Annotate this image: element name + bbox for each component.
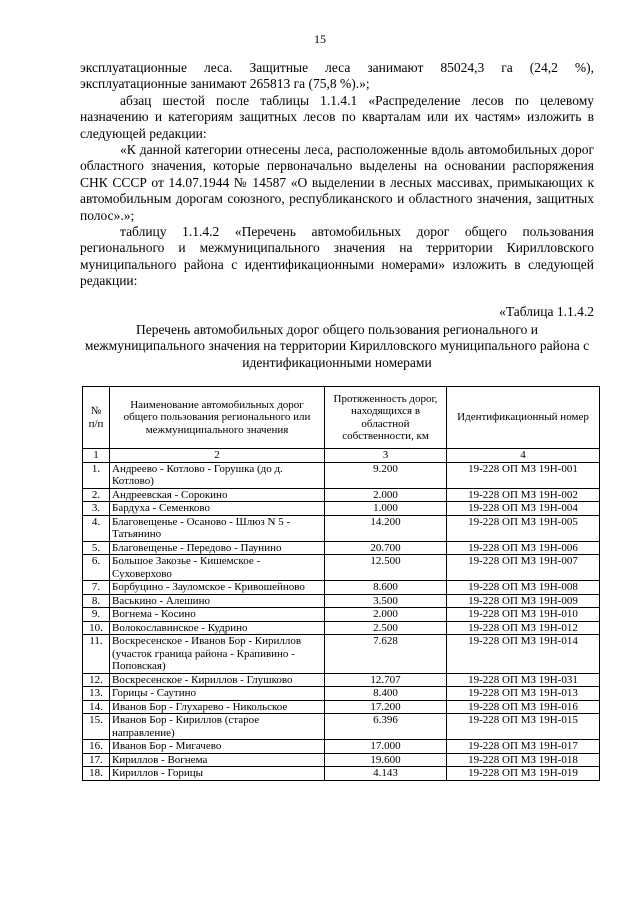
road-name: Кириллов - Горицы xyxy=(110,767,325,781)
road-id: 19-228 ОП МЗ 19Н-017 xyxy=(447,740,600,754)
road-length: 7.628 xyxy=(325,635,447,674)
table-row xyxy=(83,621,600,635)
paragraph: абзац шестой после таблицы 1.1.4.1 «Распределение лесов по целевому назначению и категориям защитных лесов по кварталам или их частям» изложить в следующей редакции: xyxy=(80,92,594,141)
road-name: Горицы - Саутино xyxy=(110,687,325,701)
road-id: 19-228 ОП МЗ 19Н-009 xyxy=(447,594,600,608)
paragraph: «К данной категории отнесены леса, расположенные вдоль автомобильных дорог областного значения, которые первоначально выделены на основании распоряжения СНК СССР от 14.07.1944 № 14587 «О выделении в лесных массивах, примыкающих к автомобильным дорогам союзного, республиканского и областного значения, защитных полос».»; xyxy=(80,142,594,223)
road-id: 19-228 ОП МЗ 19Н-008 xyxy=(447,581,600,595)
road-name: Воскресенское - Кириллов - Глушково xyxy=(110,673,325,687)
road-length: 12.500 xyxy=(325,555,447,581)
row-number: 12. xyxy=(83,673,110,687)
table-row xyxy=(83,608,600,622)
road-name: Иванов Бор - Мигачево xyxy=(110,740,325,754)
column-number: 3 xyxy=(325,449,447,463)
header-id: Идентификационный номер xyxy=(447,387,600,449)
row-number: 7. xyxy=(83,581,110,595)
road-name: Благовещенье - Передово - Паунино xyxy=(110,541,325,555)
row-number: 8. xyxy=(83,594,110,608)
road-id: 19-228 ОП МЗ 19Н-014 xyxy=(447,635,600,674)
road-length: 3.500 xyxy=(325,594,447,608)
road-name: Иванов Бор - Кириллов (старое направление) xyxy=(110,714,325,740)
column-number: 1 xyxy=(83,449,110,463)
row-number: 14. xyxy=(83,700,110,714)
road-length: 17.000 xyxy=(325,740,447,754)
road-name: Андреево - Котлово - Горушка (до д. Котлово) xyxy=(110,462,325,488)
table-row xyxy=(83,555,600,581)
road-name: Андреевская - Сорокино xyxy=(110,488,325,502)
road-length: 8.400 xyxy=(325,687,447,701)
road-length: 14.200 xyxy=(325,515,447,541)
row-number: 15. xyxy=(83,714,110,740)
table-row xyxy=(83,594,600,608)
road-name: Кириллов - Вогнема xyxy=(110,753,325,767)
header-length: Протяженность дорог, находящихся в областной собственности, км xyxy=(325,387,447,449)
road-id: 19-228 ОП МЗ 19Н-007 xyxy=(447,555,600,581)
road-length: 12.707 xyxy=(325,673,447,687)
table-label: «Таблица 1.1.4.2 xyxy=(499,304,594,319)
row-number: 18. xyxy=(83,767,110,781)
table-row xyxy=(83,635,600,674)
road-id: 19-228 ОП МЗ 19Н-002 xyxy=(447,488,600,502)
body-text xyxy=(80,60,594,290)
road-length: 9.200 xyxy=(325,462,447,488)
road-id: 19-228 ОП МЗ 19Н-019 xyxy=(447,767,600,781)
row-number: 9. xyxy=(83,608,110,622)
road-id: 19-228 ОП МЗ 19Н-013 xyxy=(447,687,600,701)
table-row xyxy=(83,700,600,714)
roads-table xyxy=(82,386,600,781)
road-name: Волокославинское - Кудрино xyxy=(110,621,325,635)
row-number: 2. xyxy=(83,488,110,502)
road-id: 19-228 ОП МЗ 19Н-016 xyxy=(447,700,600,714)
road-name: Вогнема - Косино xyxy=(110,608,325,622)
row-number: 5. xyxy=(83,541,110,555)
road-length: 1.000 xyxy=(325,502,447,516)
road-length: 17.200 xyxy=(325,700,447,714)
road-id: 19-228 ОП МЗ 19Н-018 xyxy=(447,753,600,767)
road-name: Васькино - Алешино xyxy=(110,594,325,608)
row-number: 16. xyxy=(83,740,110,754)
road-length: 2.000 xyxy=(325,608,447,622)
table-title: Перечень автомобильных дорог общего пользования регионального и межмуниципального значения на территории Кирилловского муниципального района с идентификационными номерами xyxy=(84,322,590,370)
table-row xyxy=(83,488,600,502)
row-number: 13. xyxy=(83,687,110,701)
road-length: 6.396 xyxy=(325,714,447,740)
table-row xyxy=(83,687,600,701)
column-number-row xyxy=(83,449,600,463)
road-name: Бардуха - Семенково xyxy=(110,502,325,516)
row-number: 17. xyxy=(83,753,110,767)
road-id: 19-228 ОП МЗ 19Н-010 xyxy=(447,608,600,622)
table-row xyxy=(83,581,600,595)
table-row xyxy=(83,753,600,767)
road-length: 19.600 xyxy=(325,753,447,767)
table-row xyxy=(83,673,600,687)
header-number: № п/п xyxy=(83,387,110,449)
road-name: Иванов Бор - Глухарево - Никольское xyxy=(110,700,325,714)
paragraph: таблицу 1.1.4.2 «Перечень автомобильных дорог общего пользования регионального и межмуниципального значения на территории Кирилловского муниципального района с идентификационными номерами» изложить в следующей редакции: xyxy=(80,224,594,289)
row-number: 6. xyxy=(83,555,110,581)
road-name: Воскресенское - Иванов Бор - Кириллов (участок граница района - Крапивино - Поповская) xyxy=(110,635,325,674)
page-number: 15 xyxy=(314,32,326,46)
table-caption xyxy=(80,322,594,371)
road-id: 19-228 ОП МЗ 19Н-015 xyxy=(447,714,600,740)
road-id: 19-228 ОП МЗ 19Н-004 xyxy=(447,502,600,516)
paragraph: эксплуатационные леса. Защитные леса занимают 85024,3 га (24,2 %), эксплуатационные занимают 265813 га (75,8 %).»; xyxy=(80,60,594,92)
table-row xyxy=(83,767,600,781)
road-id: 19-228 ОП МЗ 19Н-012 xyxy=(447,621,600,635)
header-road-name: Наименование автомобильных дорог общего пользования регионального или межмуниципального значения xyxy=(110,387,325,449)
road-id: 19-228 ОП МЗ 19Н-031 xyxy=(447,673,600,687)
table-row xyxy=(83,714,600,740)
table-row xyxy=(83,740,600,754)
road-length: 4.143 xyxy=(325,767,447,781)
table-header-row xyxy=(83,387,600,449)
road-id: 19-228 ОП МЗ 19Н-001 xyxy=(447,462,600,488)
row-number: 1. xyxy=(83,462,110,488)
road-length: 2.500 xyxy=(325,621,447,635)
road-length: 2.000 xyxy=(325,488,447,502)
column-number: 4 xyxy=(447,449,600,463)
table-row xyxy=(83,541,600,555)
road-id: 19-228 ОП МЗ 19Н-006 xyxy=(447,541,600,555)
row-number: 3. xyxy=(83,502,110,516)
road-name: Борбуцино - Зауломское - Кривошейново xyxy=(110,581,325,595)
table-row xyxy=(83,462,600,488)
road-name: Благовещенье - Осаново - Шлюз N 5 - Татьянино xyxy=(110,515,325,541)
road-length: 8.600 xyxy=(325,581,447,595)
column-number: 2 xyxy=(110,449,325,463)
table-row xyxy=(83,502,600,516)
table-row xyxy=(83,515,600,541)
row-number: 4. xyxy=(83,515,110,541)
road-name: Большое Закозье - Кишемское - Суховерхово xyxy=(110,555,325,581)
row-number: 10. xyxy=(83,621,110,635)
road-length: 20.700 xyxy=(325,541,447,555)
row-number: 11. xyxy=(83,635,110,674)
road-id: 19-228 ОП МЗ 19Н-005 xyxy=(447,515,600,541)
